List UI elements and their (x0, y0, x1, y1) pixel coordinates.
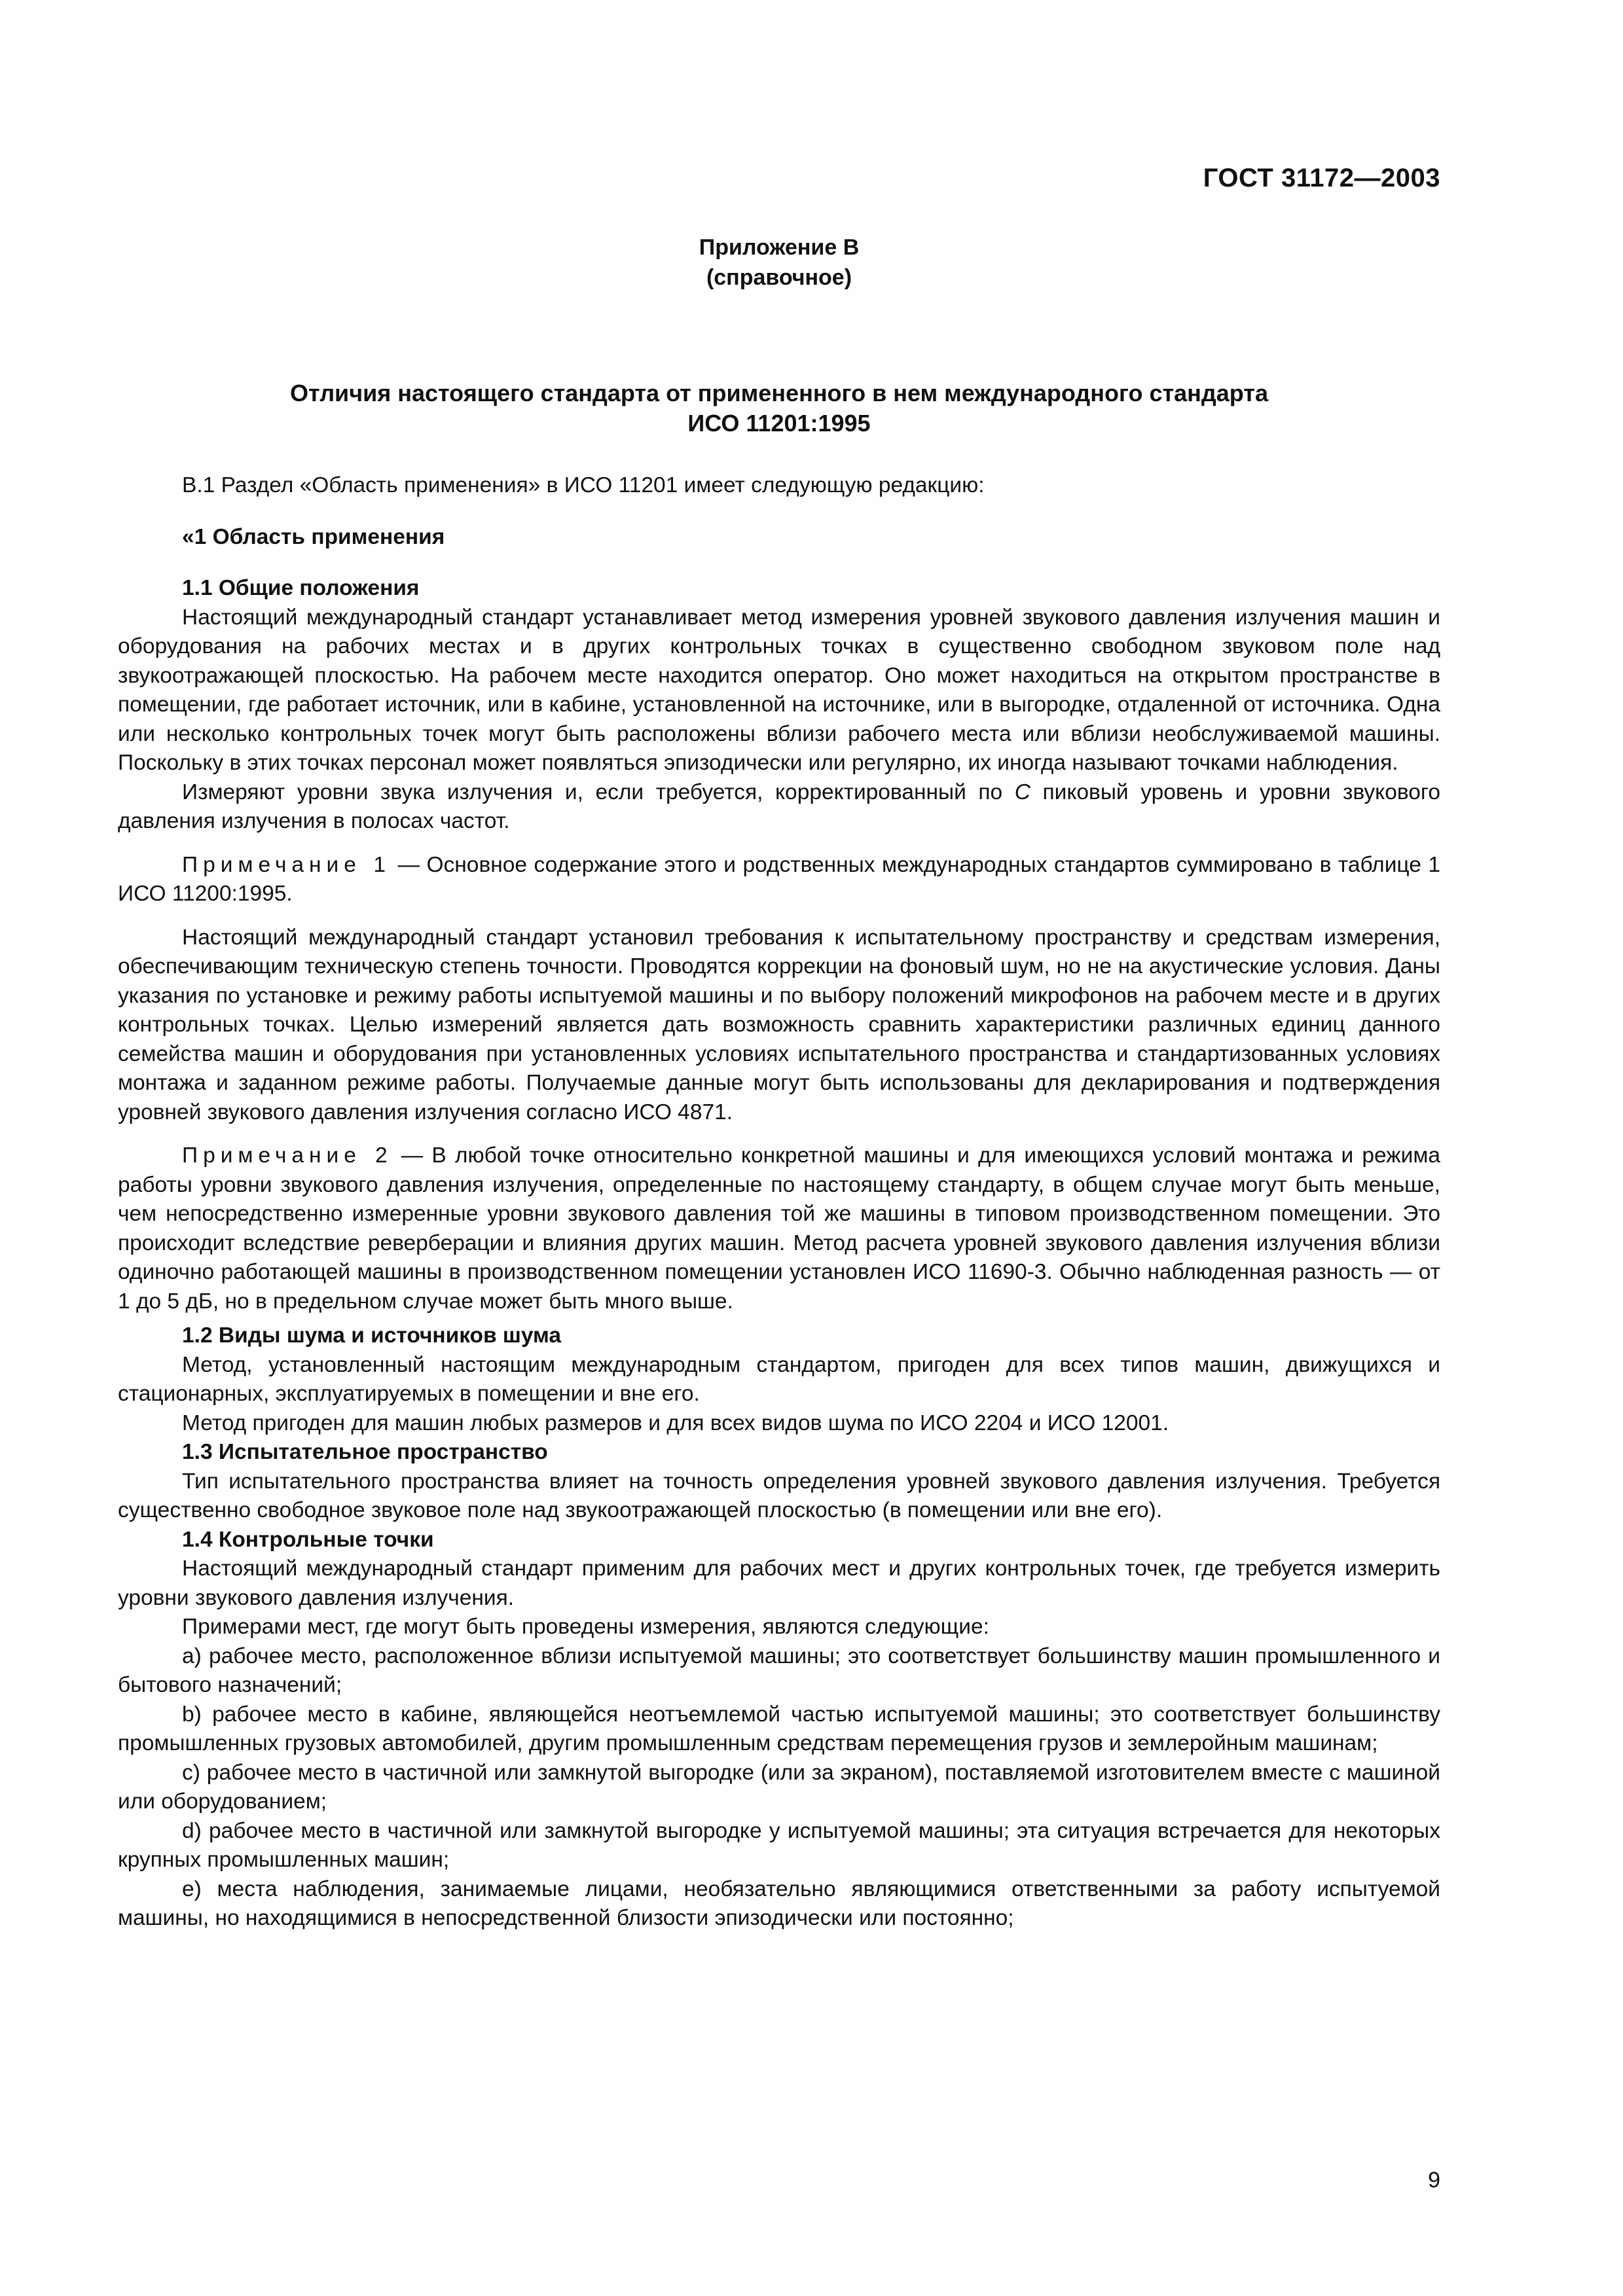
intro-paragraph: В.1 Раздел «Область применения» в ИСО 11201 имеет следующую редакцию: (182, 473, 985, 497)
appendix-subtitle: (справочное) (706, 265, 852, 290)
appendix-title: Приложение В (699, 235, 860, 260)
appendix-heading (118, 232, 1440, 293)
subsection-heading-general: 1.1 Общие положения (182, 576, 420, 600)
paragraph-noise-types-2: Метод пригоден для машин любых размеров и для всех видов шума по ИСО 2204 и ИСО 12001. (182, 1410, 1169, 1435)
document-body (118, 471, 1440, 1933)
paragraph-test-space-1: Тип испытательного пространства влияет на точность определения уровней звукового давления излучения. Требуется существенно свободное звуковое поле над звукоотражающей плоскостью (в помещении или вне его). (118, 1469, 1440, 1522)
page-number: 9 (1428, 2168, 1440, 2193)
paragraph-general-2-start: Измеряют уровни звука излучения и, если требуется, корректированный по (182, 780, 1015, 804)
paragraph-noise-types-1: Метод, установленный настоящим международным стандартом, пригоден для всех типов машин, движущихся и стационарных, эксплуатируемых в помещении и вне его. (118, 1352, 1440, 1406)
list-item-d: d) рабочее место в частичной или замкнутой выгородке у испытуемой машины; эта ситуация встречается для некоторых крупных промышленных машин; (118, 1818, 1440, 1872)
document-title (118, 378, 1440, 439)
document-title-line2: ИСО 11201:1995 (687, 410, 871, 437)
list-item-a: a) рабочее место, расположенное вблизи испытуемой машины; это соответствует большинству машин промышленного и бытового назначений; (118, 1643, 1440, 1697)
note-1-text: — Основное содержание этого и родственных международных стандартов суммировано в таблице 1 ИСО 11200:1995. (118, 852, 1440, 906)
note-2 (118, 1141, 1440, 1316)
section-heading-scope: «1 Область применения (182, 524, 445, 549)
note-2-label: Примечание 2 (182, 1143, 393, 1168)
note-1-label: Примечание 1 (182, 852, 392, 877)
document-page (118, 0, 1440, 2296)
subsection-heading-control-points: 1.4 Контрольные точки (182, 1527, 434, 1552)
paragraph-general-2 (118, 778, 1440, 836)
list-item-b: b) рабочее место в кабине, являющейся неотъемлемой частью испытуемой машины; это соответствует большинству промышленных грузовых автомобилей, другим промышленным средствам перемещения грузов и землеройным машинам; (118, 1702, 1440, 1755)
list-item-e: e) места наблюдения, занимаемые лицами, необязательно являющимися ответственными за работу испытуемой машины, но находящимися в непосредственной близости эпизодически или постоянно; (118, 1876, 1440, 1930)
note-2-text: — В любой точке относительно конкретной машины и для имеющихся условий монтажа и режима работы уровни звукового давления излучения, определенные по настоящему стандарту, в общем случае могут быть меньше, чем непосредственно измеренные уровни звукового давления той же машины в типовом производственном помещении. Это происходит вследствие реверберации и влияния других машин. Метод расчета уровней звукового давления излучения вблизи одиночно работающей машины в производственном помещении установлен ИСО 11690-3. Обычно наблюденная разность — от 1 до 5 дБ, но в предельном случае может быть много выше. (118, 1143, 1441, 1314)
subsection-heading-test-space: 1.3 Испытательное пространство (182, 1440, 548, 1464)
paragraph-control-points-1: Настоящий международный стандарт применим для рабочих мест и других контрольных точек, где требуется измерить уровни звукового давления излучения. (118, 1556, 1440, 1610)
paragraph-general-1: Настоящий международный стандарт устанавливает метод измерения уровней звукового давления излучения машин и оборудования на рабочих местах и в других контрольных точках в существенно свободном звуковом поле над звукоотражающей плоскостью. На рабочем месте находится оператор. Оно может находиться на открытом пространстве в помещении, где работает источник, или в кабине, установленной на источнике, или в выгородке, отдаленной от источника. Одна или несколько контрольных точек могут быть расположены вблизи рабочего места или вблизи необслуживаемой машины. Поскольку в этих точках персонал может появляться эпизодически или регулярно, их иногда называют точками наблюдения. (118, 605, 1440, 775)
paragraph-general-2-end: пиковый уровень и уровни звукового давления излучения в полосах частот. (118, 780, 1440, 833)
subsection-heading-noise-types: 1.2 Виды шума и источников шума (182, 1323, 562, 1348)
paragraph-control-points-2: Примерами мест, где могут быть проведены измерения, являются следующие: (182, 1615, 989, 1639)
weighting-c: C (1014, 780, 1030, 804)
list-item-c: c) рабочее место в частичной или замкнутой выгородке (или за экраном), поставляемой изготовителем вместе с машиной или оборудованием; (118, 1760, 1440, 1814)
paragraph-general-3: Настоящий международный стандарт установил требования к испытательному пространству и средствам измерения, обеспечивающим техническую степень точности. Проводятся коррекции на фоновый шум, но не на акустические условия. Даны указания по установке и режиму работы испытуемой машины и по выбору положений микрофонов на рабочем месте и в других контрольных точках. Целью измерений является дать возможность сравнить характеристики различных единиц данного семейства машин и оборудования при установленных условиях испытательного пространства и стандартизованных условиях монтажа и заданном режиме работы. Получаемые данные могут быть использованы для декларирования и подтверждения уровней звукового давления излучения согласно ИСО 4871. (118, 925, 1440, 1124)
note-1 (118, 851, 1440, 909)
standard-code: ГОСТ 31172—2003 (1203, 164, 1440, 192)
document-title-line1: Отличия настоящего стандарта от примененного в нем международного стандарта (290, 380, 1268, 406)
